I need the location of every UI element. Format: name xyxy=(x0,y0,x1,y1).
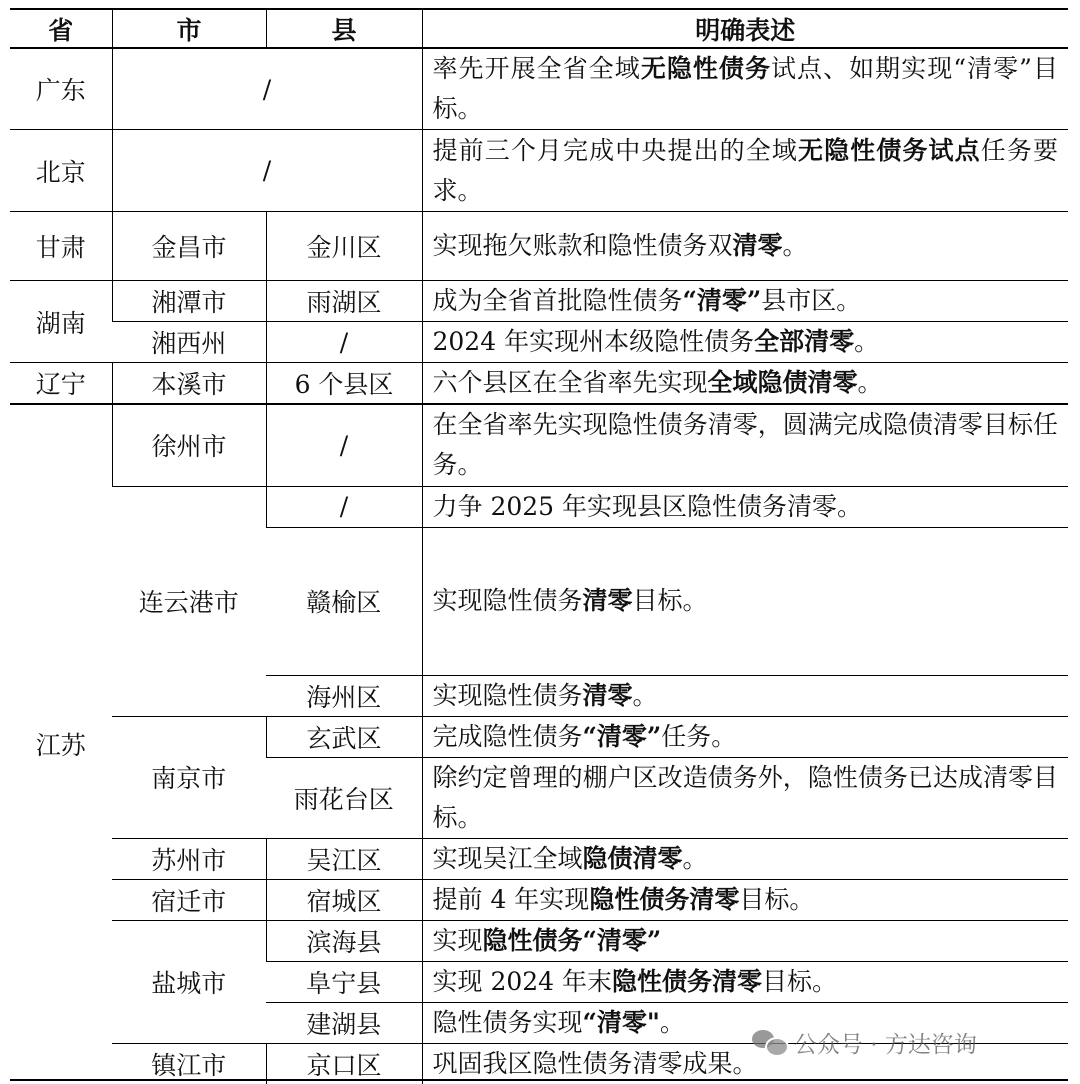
wechat-icon xyxy=(752,1028,786,1056)
city-cell: 金昌市 xyxy=(112,212,266,281)
description-text: 任务要求。 xyxy=(432,135,1058,205)
description-cell xyxy=(422,716,1068,757)
description-text: 。 xyxy=(682,843,708,873)
city-county-cell: / xyxy=(112,130,422,212)
province-cell: 广东 xyxy=(35,76,86,105)
city-cell: 苏州市 xyxy=(112,838,266,879)
emphasis-text: 无隐性债务 xyxy=(640,54,772,83)
county-cell: 6 个县区 xyxy=(266,363,422,405)
description-text: 2024 年实现州本级隐性债务 xyxy=(432,327,755,356)
description-cell xyxy=(422,404,1068,486)
description-text: 实现吴江全域 xyxy=(432,843,583,873)
description-cell xyxy=(422,879,1068,920)
province-cell: 湖南 xyxy=(10,281,112,363)
county-cell: / xyxy=(266,322,422,363)
table-row xyxy=(10,322,1068,363)
city-cell: 湘潭市 xyxy=(112,281,266,322)
description-cell xyxy=(422,527,1068,675)
county-cell: 吴江区 xyxy=(266,838,422,879)
city-cell: 连云港市 xyxy=(112,486,266,716)
county-cell: 海州区 xyxy=(266,675,422,716)
table-bottom-rule xyxy=(10,1079,1068,1081)
header-row xyxy=(10,9,1068,48)
description-text: 。 xyxy=(659,1007,685,1037)
description-cell xyxy=(422,212,1068,281)
emphasis-text: 清零 xyxy=(582,586,633,615)
description-cell xyxy=(422,675,1068,716)
county-cell: 建湖县 xyxy=(266,1002,422,1043)
description-text: 目标。 xyxy=(762,966,838,996)
emphasis-text: 无隐性债务试点 xyxy=(798,135,981,165)
description-cell xyxy=(422,130,1068,212)
province-cell: 辽宁 xyxy=(10,363,112,405)
table-row xyxy=(10,130,1068,212)
city-cell: 盐城市 xyxy=(112,920,266,1043)
description-text: 实现 2024 年末 xyxy=(432,966,613,996)
table-row xyxy=(10,404,1068,486)
emphasis-text: 清零 xyxy=(582,680,633,710)
county-cell: 滨海县 xyxy=(266,920,422,961)
watermark xyxy=(752,1024,977,1060)
city-cell: 宿迁市 xyxy=(112,879,266,920)
description-text: 任务。 xyxy=(661,721,737,751)
emphasis-text: 隐债清零 xyxy=(582,843,683,873)
county-cell: 雨花台区 xyxy=(266,757,422,838)
description-text: 提前 4 年实现 xyxy=(432,884,590,914)
header-city: 市 xyxy=(112,9,266,48)
header-description: 明确表述 xyxy=(422,9,1068,48)
province-cell: 北京 xyxy=(10,130,112,212)
emphasis-text: 隐性债务清零 xyxy=(612,966,763,996)
city-cell: 南京市 xyxy=(112,716,266,838)
description-text: 。 xyxy=(782,231,808,260)
description-text: 成为全省首批隐性债务 xyxy=(432,286,683,315)
header-county: 县 xyxy=(266,9,422,48)
county-cell: 雨湖区 xyxy=(266,281,422,322)
emphasis-text: 全部清零 xyxy=(754,327,855,356)
description-text: 实现隐性债务 xyxy=(432,680,583,710)
county-cell: / xyxy=(266,486,422,527)
county-cell: 玄武区 xyxy=(266,716,422,757)
county-cell: 阜宁县 xyxy=(266,961,422,1002)
description-text: 县市区。 xyxy=(761,286,862,315)
table-row xyxy=(10,486,1068,527)
county-cell: 金川区 xyxy=(266,212,422,281)
description-cell xyxy=(422,920,1068,961)
county-cell: 京口区 xyxy=(266,1043,422,1084)
description-text: 实现 xyxy=(432,925,483,955)
county-cell: / xyxy=(266,404,422,486)
city-cell: 本溪市 xyxy=(112,363,266,405)
description-cell xyxy=(422,48,1068,130)
table-row xyxy=(10,363,1068,405)
table-row xyxy=(10,281,1068,322)
description-cell xyxy=(422,757,1068,838)
description-text: 。 xyxy=(632,680,658,710)
table-row xyxy=(10,716,1068,757)
description-cell xyxy=(422,322,1068,363)
description-text: 完成隐性债务 xyxy=(432,721,583,751)
description-cell xyxy=(422,281,1068,322)
table-row xyxy=(10,879,1068,920)
description-text: 。 xyxy=(857,368,883,397)
watermark-text: 公众号 · 方达咨询 xyxy=(794,1031,977,1058)
table-row xyxy=(10,920,1068,961)
county-cell: 宿城区 xyxy=(266,879,422,920)
description-cell xyxy=(422,363,1068,405)
emphasis-text: 隐性债务清零 xyxy=(589,884,740,914)
description-cell xyxy=(422,486,1068,527)
description-text: 除约定曾理的棚户区改造债务外，隐性债务已达成清零目标。 xyxy=(432,762,1058,832)
table-row xyxy=(10,48,1068,130)
description-text: 六个县区在全省率先实现 xyxy=(432,368,708,397)
description-text: 目标。 xyxy=(739,884,815,914)
description-text: 在全省率先实现隐性债务清零，圆满完成隐债清零目标任务。 xyxy=(432,410,1058,480)
description-text: 实现隐性债务 xyxy=(432,586,583,615)
province-cell: 江苏 xyxy=(10,404,112,1084)
policy-table xyxy=(10,8,1068,1084)
emphasis-text: 隐性债务“清零” xyxy=(482,925,662,955)
header-province: 省 xyxy=(10,9,112,48)
description-cell xyxy=(422,838,1068,879)
emphasis-text: “清零” xyxy=(582,721,662,751)
description-text: 率先开展全省全域 xyxy=(432,54,641,83)
description-cell xyxy=(422,961,1068,1002)
description-text: 隐性债务实现 xyxy=(432,1007,583,1037)
description-text: 巩固我区隐性债务清零成果。 xyxy=(432,1048,758,1078)
table-row xyxy=(10,212,1068,281)
emphasis-text: 清零 xyxy=(732,231,783,260)
description-text: 。 xyxy=(854,327,880,356)
description-text: 目标。 xyxy=(632,586,708,615)
county-cell: 赣榆区 xyxy=(266,527,422,675)
description-text: 试点、如期实现“清零”目标。 xyxy=(432,54,1058,123)
city-cell: 镇江市 xyxy=(112,1043,266,1084)
city-county-cell: / xyxy=(112,48,422,130)
emphasis-text: “清零" xyxy=(582,1007,660,1037)
emphasis-text: 全域隐债清零 xyxy=(707,368,858,397)
description-text: 提前三个月完成中央提出的全域 xyxy=(432,135,798,165)
province-cell: 甘肃 xyxy=(10,212,112,281)
city-cell: 湘西州 xyxy=(112,322,266,363)
emphasis-text: “清零” xyxy=(682,286,762,315)
city-cell: 徐州市 xyxy=(112,404,266,486)
table-row xyxy=(10,838,1068,879)
description-text: 实现拖欠账款和隐性债务双 xyxy=(432,231,733,260)
description-text: 力争 2025 年实现县区隐性债务清零。 xyxy=(432,491,863,521)
